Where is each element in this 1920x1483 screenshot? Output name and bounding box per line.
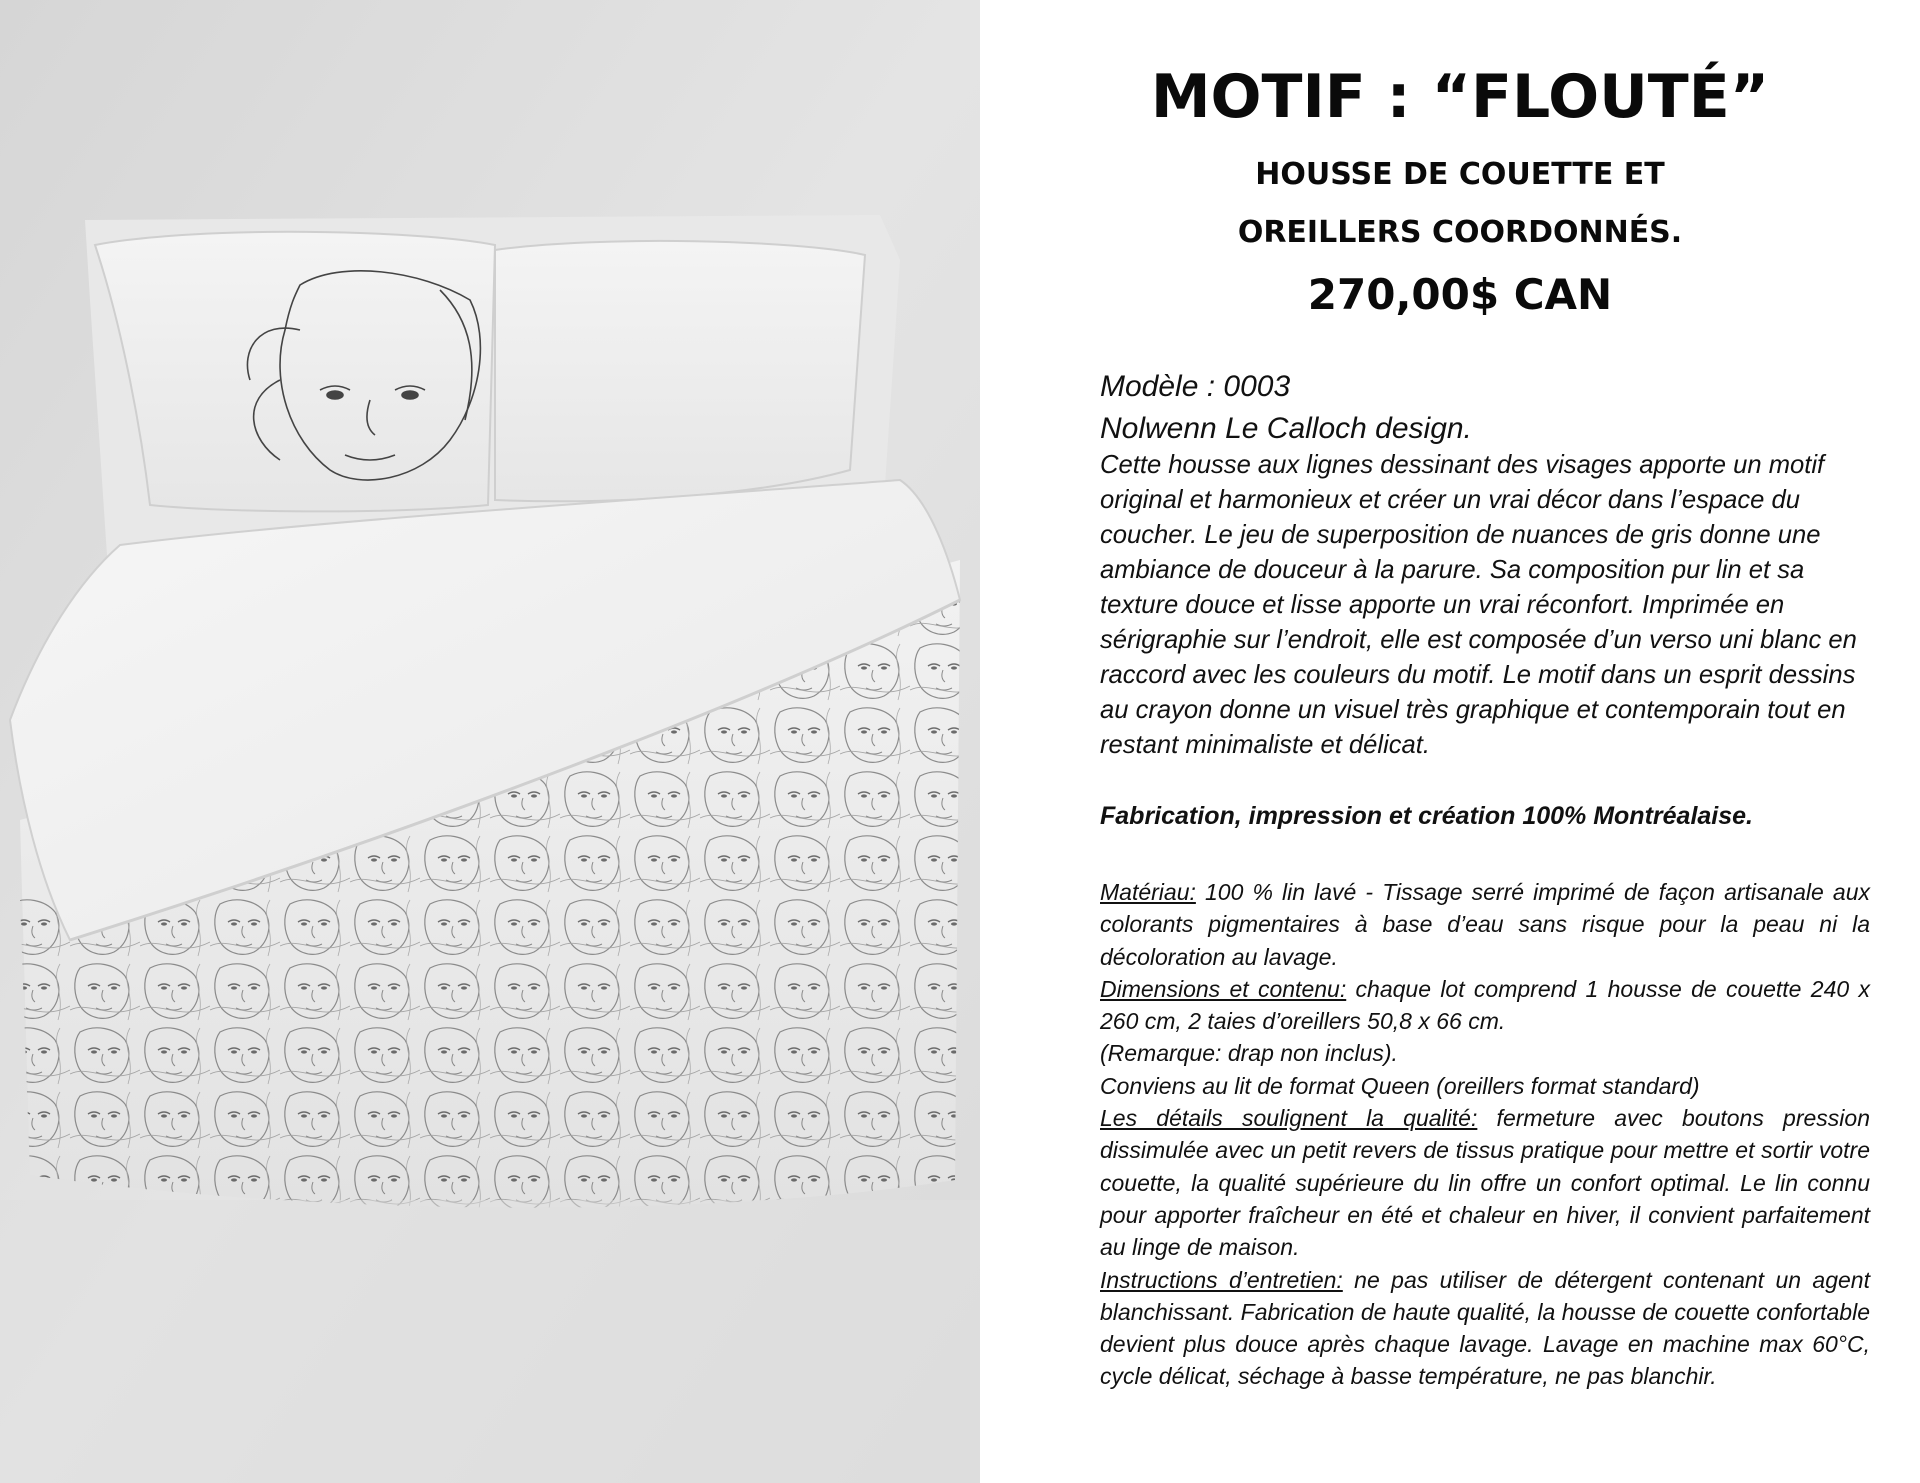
designer-name: Nolwenn Le Calloch design. bbox=[1100, 412, 1472, 445]
spec-care bbox=[1100, 1264, 1870, 1393]
fabrication-note: Fabrication, impression et création 100% Montréalaise. bbox=[1100, 802, 1753, 830]
subtitle-line-2: OREILLERS COORDONNÉS. bbox=[1237, 215, 1683, 250]
product-description: Cette housse aux lignes dessinant des visages apporte un motif original et harmonieux et créer un vrai décor dans l’espace du coucher. Le jeu de superposition de nuances de gris donne une ambiance de douceur à la parure. Sa composition pur lin et sa texture douce et lisse apporte un vrai réconfort. Imprimée en sérigraphie sur l’endroit, elle est composée d’un verso uni blanc en raccord avec les couleurs du motif. Le motif dans un esprit dessins au crayon donne un visuel très graphique et contemporain tout en restant minimaliste et délicat. bbox=[1100, 451, 1857, 759]
model-block bbox=[1100, 366, 1860, 450]
product-info bbox=[1100, 0, 1870, 1483]
model-number: Modèle : 0003 bbox=[1100, 370, 1291, 403]
spec-material-text: 100 % lin lavé - Tissage serré imprimé de façon artisanale aux colorants pigmentaires à base d’eau sans risque pour la peau ni la décoloration au lavage. bbox=[1100, 879, 1870, 970]
spec-quality-label: Les détails soulignent la qualité: bbox=[1100, 1105, 1478, 1132]
spec-care-label: Instructions d’entretien: bbox=[1100, 1266, 1343, 1293]
product-price: 270,00$ CAN bbox=[1307, 270, 1613, 319]
spec-quality-text: fermeture avec boutons pression dissimulée avec un petit revers de tissus pratique pour mettre et sortir votre couette, la qualité supérieure du lin offre un confort optimal. Le lin connu pour apporter fraîcheur en été et chaleur en hiver, il convient parfaitement au linge de maison. bbox=[1100, 1105, 1870, 1261]
spec-remark: (Remarque: drap non inclus). bbox=[1100, 1040, 1398, 1067]
spec-quality bbox=[1100, 1102, 1870, 1263]
spec-material-label: Matériau: bbox=[1100, 879, 1196, 905]
product-subtitle bbox=[1100, 146, 1820, 262]
product-specs bbox=[1100, 876, 1870, 1393]
spec-dimensions-text: chaque lot comprend 1 housse de couette 240 x 260 cm, 2 taies d’oreillers 50,8 x 66 cm. bbox=[1100, 975, 1870, 1035]
spec-fit: Conviens au lit de format Queen (oreillers format standard) bbox=[1100, 1072, 1700, 1099]
subtitle-line-1: HOUSSE DE COUETTE ET bbox=[1255, 157, 1665, 192]
product-title: MOTIF : “FLOUTÉ” bbox=[1150, 62, 1770, 132]
spec-care-text: ne pas utiliser de détergent contenant un agent blanchissant. Fabrication de haute qualité, la housse de couette confortable devient plus douce après chaque lavage. Lavage en machine max 60°C, cycle délicat, séchage à basse température, ne pas blanchir. bbox=[1100, 1266, 1870, 1390]
spec-dimensions bbox=[1100, 973, 1870, 1038]
spec-material bbox=[1100, 876, 1870, 973]
spec-dimensions-label: Dimensions et contenu: bbox=[1100, 975, 1347, 1002]
